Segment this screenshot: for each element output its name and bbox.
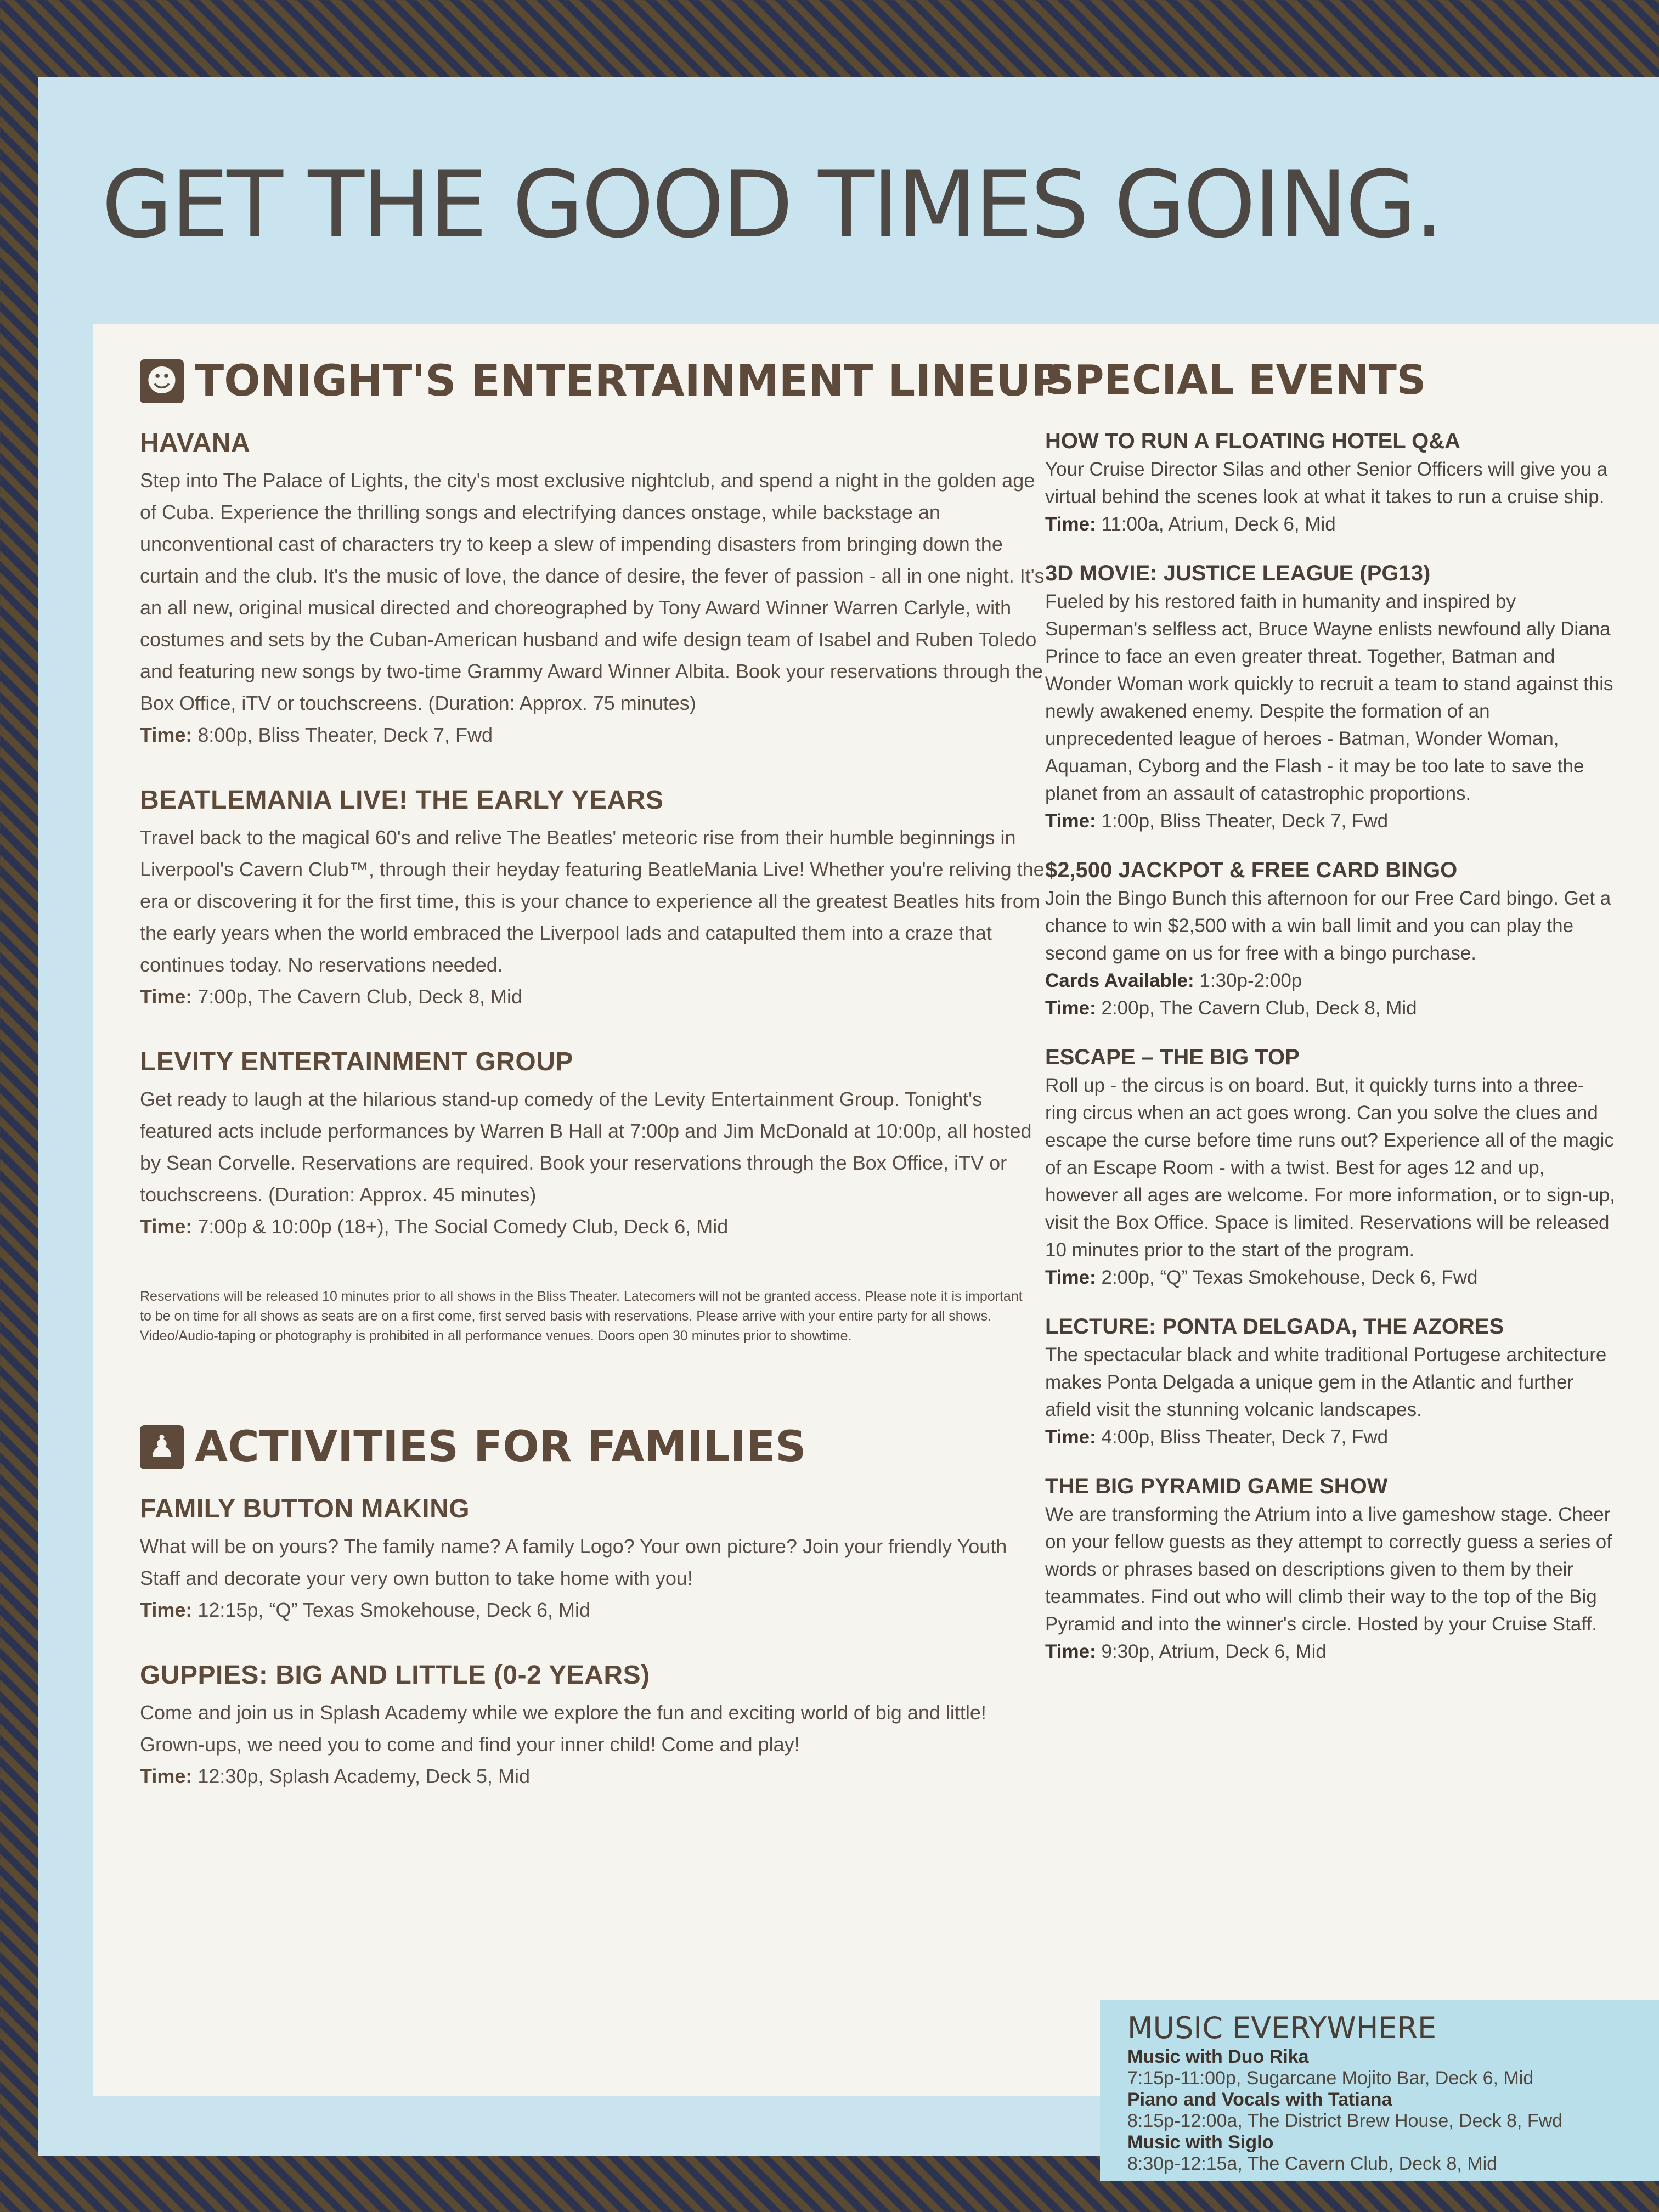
time-label: Time: <box>1045 1426 1096 1448</box>
time-value: 4:00p, Bliss Theater, Deck 7, Fwd <box>1101 1426 1389 1448</box>
event-time <box>1045 995 1616 1022</box>
event-description: Travel back to the magical 60's and relive The Beatles' meteoric rise from their humble beginnings in Liverpool's Cavern Club™, through their heyday featuring BeatleMania Live! Whether you're reliving the era or discovering it for the first time, this is your chance to experience all the greatest Beatles hits from the early years when the world embraced the Liverpool lads and catapulted them into a craze that continues today. No reservations needed. <box>140 826 1045 976</box>
event-title: ESCAPE – THE BIG TOP <box>1045 1045 1300 1069</box>
music-detail: 8:15p-12:00a, The District Brew House, Deck 8, Fwd <box>1127 2111 1563 2131</box>
event-title: HAVANA <box>140 428 251 458</box>
event-description: Join the Bingo Bunch this afternoon for our Free Card bingo. Get a chance to win $2,500 with a win ball limit and you can play the second game on us for free with a bingo purchase. <box>1045 888 1611 964</box>
event-time <box>140 719 1045 751</box>
time-label: Time: <box>1045 1267 1096 1288</box>
time-value: 8:00p, Bliss Theater, Deck 7, Fwd <box>198 724 493 746</box>
banner-title: GET THE GOOD TIMES GOING. <box>101 151 1442 258</box>
time-value: 7:00p & 10:00p (18+), The Social Comedy Club, Deck 6, Mid <box>198 1215 729 1238</box>
event-description: Fueled by his restored faith in humanity and inspired by Superman's selfless act, Bruce Wayne enlists newfound ally Diana Prince to face an even greater threat. Together, Batman and Wonder Woman work quickly to recruit a team to stand against this newly awakened enemy. Despite the formation of an unprecedented league of heroes - Batman, Wonder Woman, Aquaman, Cyborg and the Flash - it may be too late to save the planet from an assault of catastrophic proportions. <box>1045 591 1613 804</box>
music-detail: 7:15p-11:00p, Sugarcane Mojito Bar, Deck 6, Mid <box>1127 2068 1534 2089</box>
event-description: Come and join us in Splash Academy while we explore the fun and exciting world of big and little! Grown-ups, we need you to come and find your inner child! Come and play! <box>140 1701 986 1756</box>
time-label: Time: <box>140 1215 193 1238</box>
time-label: Time: <box>1045 810 1096 832</box>
event-description: What will be on yours? The family name? A family Logo? Your own picture? Join your friendly Youth Staff and decorate your very own button to take home with you! <box>140 1535 1007 1589</box>
event-time <box>1045 808 1616 835</box>
event-description: Get ready to laugh at the hilarious stand-up comedy of the Levity Entertainment Group. Tonight's featured acts include performances by Warren B Hall at 7:00p and Jim McDonald at 10:00p, all hosted by Sean Corvelle. Reservations are required. Book your reservations through the Box Office, iTV or touchscreens. (Duration: Approx. 45 minutes) <box>140 1088 1032 1206</box>
event-description: We are transforming the Atrium into a live gameshow stage. Cheer on your fellow guests as they attempt to correctly guess a series of words or phrases based on descriptions given to them by their teammates. Find out who will climb their way to the top of the Big Pyramid and into the winner's circle. Hosted by your Cruise Staff. <box>1045 1504 1612 1635</box>
time-label: Time: <box>140 1765 193 1787</box>
music-everywhere-box <box>1100 2000 1659 2181</box>
special-events-heading: SPECIAL EVENTS <box>1045 357 1426 404</box>
event-title: LEVITY ENTERTAINMENT GROUP <box>140 1047 573 1076</box>
event-escape <box>1045 1045 1616 1291</box>
event-button-making <box>140 1494 1045 1626</box>
music-item <box>1127 2089 1643 2132</box>
program-sheet <box>38 77 1659 2174</box>
event-description: Step into The Palace of Lights, the city's most exclusive nightclub, and spend a night in the golden age of Cuba. Experience the thrilling songs and electrifying dances onstage, while backstage an unconventional cast of characters try to keep a slew of impending disasters from bringing down the curtain and the club. It's the music of love, the dance of desire, the fever of passion - all in one night. It's an all new, original musical directed and choreographed by Tony Award Winner Warren Carlyle, with costumes and sets by the Cuban-American husband and wife design team of Isabel and Ruben Toledo and featuring new songs by two-time Grammy Award Winner Albita. Book your reservations through the Box Office, iTV or touchscreens. (Duration: Approx. 75 minutes) <box>140 469 1045 714</box>
time-label: Time: <box>140 724 193 746</box>
event-guppies <box>140 1660 1045 1792</box>
event-title: FAMILY BUTTON MAKING <box>140 1494 470 1523</box>
event-time <box>1045 1264 1616 1291</box>
event-floating-hotel <box>1045 429 1616 538</box>
event-time <box>140 1594 1045 1626</box>
time-label: Time: <box>140 1599 193 1621</box>
event-time <box>140 1760 1045 1792</box>
time-label: Time: <box>1045 1641 1096 1662</box>
event-time <box>1045 1424 1616 1451</box>
music-title: Music with Duo Rika <box>1127 2046 1309 2067</box>
music-item <box>1127 2132 1643 2175</box>
event-description: Roll up - the circus is on board. But, it quickly turns into a three-ring circus when an act goes wrong. Can you solve the clues and escape the curse before time runs out? Experience all of the magic of an Escape Room - with a twist. Best for ages 12 and up, however all ages are welcome. For more information, or to sign-up, visit the Box Office. Space is limited. Reservations will be released 10 minutes prior to the start of the program. <box>1045 1075 1615 1261</box>
time-label: Time: <box>140 985 193 1008</box>
event-time <box>1045 1638 1616 1666</box>
event-levity <box>140 1047 1045 1243</box>
family-icon: ♟ <box>140 1425 184 1469</box>
event-description: Your Cruise Director Silas and other Senior Officers will give you a virtual behind the scenes look at what it takes to run a cruise ship. <box>1045 459 1608 507</box>
music-item <box>1127 2046 1643 2089</box>
right-column <box>1045 357 1616 1689</box>
event-bingo <box>1045 858 1616 1022</box>
reservation-notice: Reservations will be released 10 minutes prior to all shows in the Bliss Theater. Latecomers will not be granted access. Please note it is important to be on time for all shows as seats are on a first come, first served basis with reservations. Please arrive with your entire party for all shows. Video/Audio-taping or photography is prohibited in all performance venues. Doors open 30 minutes prior to showtime. <box>140 1289 1023 1344</box>
time-value: 11:00a, Atrium, Deck 6, Mid <box>1101 514 1336 535</box>
time-value: 7:00p, The Cavern Club, Deck 8, Mid <box>198 985 523 1008</box>
event-havana <box>140 428 1045 751</box>
families-heading-text: ACTIVITIES FOR FAMILIES <box>195 1423 806 1472</box>
event-time <box>140 981 1045 1013</box>
event-title: BEATLEMANIA LIVE! THE EARLY YEARS <box>140 786 664 815</box>
event-description: The spectacular black and white traditional Portugese architecture makes Ponta Delgada a unique gem in the Atlantic and further afield visit the stunning volcanic landscapes. <box>1045 1344 1607 1420</box>
event-title: LECTURE: PONTA DELGADA, THE AZORES <box>1045 1314 1504 1339</box>
families-heading <box>140 1423 1045 1472</box>
time-value: 12:15p, “Q” Texas Smokehouse, Deck 6, Mid <box>198 1599 591 1621</box>
theater-masks-icon: ☻ <box>140 359 184 403</box>
entertainment-heading-text: TONIGHT'S ENTERTAINMENT LINEUP <box>195 357 1063 406</box>
time-value: 9:30p, Atrium, Deck 6, Mid <box>1101 1641 1327 1662</box>
event-title: 3D MOVIE: JUSTICE LEAGUE (PG13) <box>1045 561 1431 585</box>
content-panel <box>93 324 1659 2174</box>
event-time <box>140 1211 1045 1243</box>
cards-available <box>1045 967 1616 995</box>
music-detail: 8:30p-12:15a, The Cavern Club, Deck 8, Mid <box>1127 2153 1498 2174</box>
time-value: 2:00p, The Cavern Club, Deck 8, Mid <box>1101 997 1417 1019</box>
music-title: Piano and Vocals with Tatiana <box>1127 2089 1392 2110</box>
event-beatlemania <box>140 785 1045 1013</box>
event-justice-league <box>1045 561 1616 835</box>
music-heading: MUSIC EVERYWHERE <box>1127 2011 1437 2045</box>
event-title: THE BIG PYRAMID GAME SHOW <box>1045 1474 1388 1498</box>
music-title: Music with Siglo <box>1127 2132 1274 2153</box>
entertainment-heading <box>140 357 1063 406</box>
event-title: $2,500 JACKPOT & FREE CARD BINGO <box>1045 858 1458 882</box>
cards-value: 1:30p-2:00p <box>1199 970 1302 991</box>
event-title: HOW TO RUN A FLOATING HOTEL Q&A <box>1045 429 1460 453</box>
event-time <box>1045 511 1616 538</box>
time-value: 12:30p, Splash Academy, Deck 5, Mid <box>198 1765 531 1787</box>
left-column <box>140 357 1063 1826</box>
event-lecture <box>1045 1314 1616 1451</box>
time-label: Time: <box>1045 997 1096 1019</box>
event-pyramid <box>1045 1474 1616 1666</box>
time-label: Time: <box>1045 514 1096 535</box>
event-title: GUPPIES: BIG AND LITTLE (0-2 YEARS) <box>140 1661 650 1690</box>
cards-label: Cards Available: <box>1045 970 1194 991</box>
time-value: 2:00p, “Q” Texas Smokehouse, Deck 6, Fwd <box>1101 1267 1478 1288</box>
time-value: 1:00p, Bliss Theater, Deck 7, Fwd <box>1101 810 1389 832</box>
